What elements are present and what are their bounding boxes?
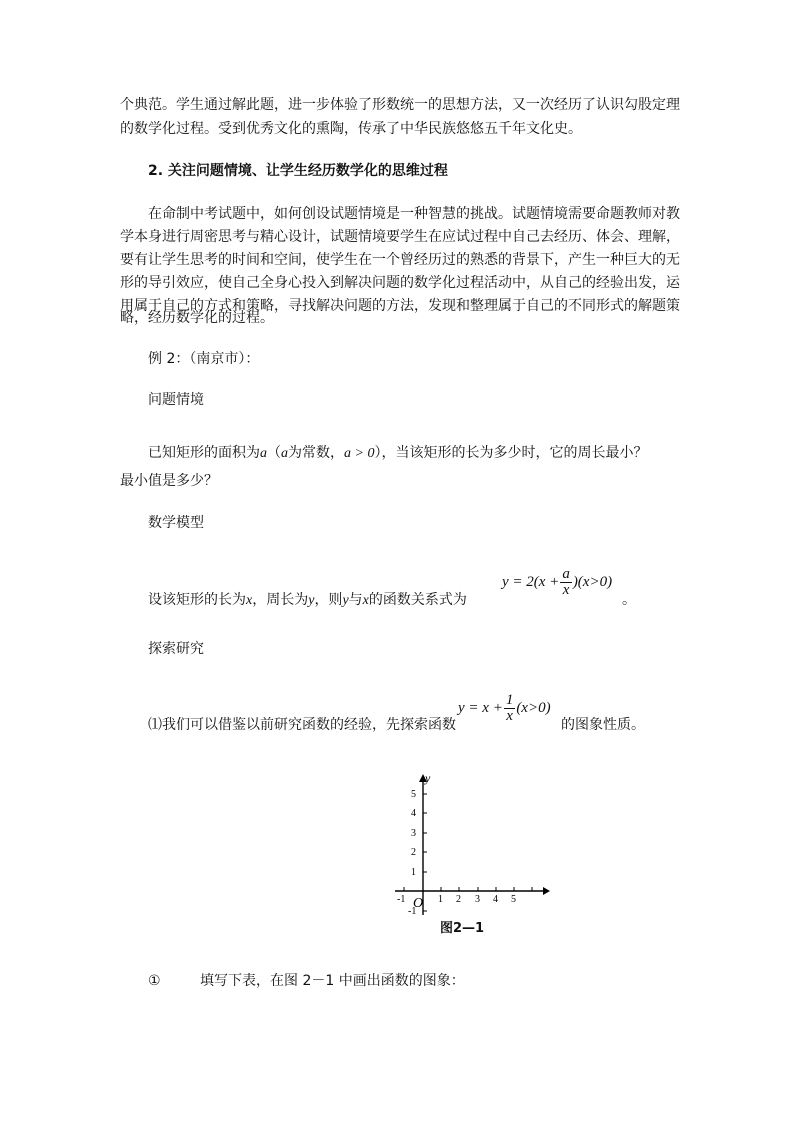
fraction-a-over-x (560, 567, 572, 598)
fraction-denominator: x (562, 582, 570, 598)
x-tick-label: 3 (475, 894, 480, 905)
var-y: y (308, 593, 315, 608)
y-tick-label: 4 (411, 808, 416, 819)
problem-text-3: 为常数， (288, 445, 344, 461)
model-text-1: 设该矩形的长为 (148, 592, 246, 608)
origin-label: O (413, 896, 424, 911)
problem-text-4: ），当该矩形的长为多少时，它的周长最小？ (374, 445, 648, 461)
explore-text-2: 的图象性质。 (561, 717, 645, 733)
explore-statement (148, 716, 456, 734)
model-text-3: ，则 (314, 592, 343, 608)
x-tick-label: 1 (438, 894, 443, 905)
step-1-marker: ① (148, 973, 161, 989)
section-problem-label: 问题情境 (148, 392, 204, 408)
problem-text-2: （ (267, 445, 281, 461)
x-tick-label: 5 (511, 894, 516, 905)
problem-line-2: 最小值是多少？ (120, 473, 218, 489)
fraction-numerator: 1 (505, 692, 514, 708)
x-tick-label: -1 (397, 894, 406, 905)
fraction-1-over-x (504, 693, 516, 724)
formula-left: y = x + (458, 699, 503, 716)
section-heading-2: 2. 关注问题情境、让学生经历数学化的思维过程 (148, 163, 448, 179)
paragraph-1-line-2: 的数学化过程。受到优秀文化的熏陶，传承了中华民族悠悠五千年文化史。 (120, 121, 582, 137)
var-x-2: x (362, 593, 369, 608)
coordinate-graph (390, 770, 560, 940)
y-tick-label: -1 (408, 906, 417, 917)
section-explore-label: 探索研究 (148, 641, 204, 657)
y-tick-label: 1 (411, 867, 416, 878)
paragraph-1-line-1: 个典范。学生通过解此题，进一步体验了形数统一的思想方法，又一次经历了认识勾股定理 (120, 97, 680, 113)
condition-a-positive: a > 0 (344, 446, 375, 461)
paragraph-2-line-4: 形的导引效应，使自己全身心投入到解决问题的数学化过程活动中，从自己的经验出发，运 (120, 275, 680, 291)
figure-caption: 图2—1 (440, 921, 485, 936)
var-a: a (260, 446, 267, 461)
var-y-2: y (342, 593, 349, 608)
perimeter-formula (502, 567, 612, 598)
paragraph-2-line-6: 略，经历数学化的过程。 (120, 310, 274, 326)
x-tick-label: 2 (456, 894, 461, 905)
var-x: x (246, 593, 253, 608)
formula-right: (x>0) (516, 699, 551, 716)
y-tick-label: 2 (411, 847, 416, 858)
y-axis-label: y (425, 771, 431, 785)
fraction-denominator: x (506, 708, 513, 724)
model-text-2: ，周长为 (252, 592, 309, 608)
example-label: 例 2：（南京市）： (148, 351, 260, 367)
explore-text-1: ⑴我们可以借鉴以前研究函数的经验，先探索函数 (148, 717, 456, 733)
model-text-4: 与 (348, 592, 363, 608)
formula-left: y = 2(x + (502, 573, 560, 590)
y-tick-label: 3 (411, 828, 416, 839)
fraction-numerator: a (562, 566, 570, 582)
paragraph-2-line-1: 在命制中考试题中，如何创设试题情境是一种智慧的挑战。试题情境需要命题教师对教 (148, 206, 680, 222)
paragraph-2-line-3: 要有让学生思考的时间和空间，使学生在一个曾经历过的熟悉的背景下，产生一种巨大的无 (120, 252, 680, 268)
paragraph-2-line-5: 用属于自己的方式和策略，寻找解决问题的方法，发现和整理属于自己的不同形式的解题策 (120, 298, 680, 314)
y-tick-label: 5 (411, 789, 416, 800)
problem-text-1: 已知矩形的面积为 (148, 445, 260, 461)
model-end-mark: 。 (622, 592, 636, 608)
paragraph-2-line-2: 学本身进行周密思考与精心设计，试题情境要学生在应试过程中自己去经历、体会、理解， (120, 229, 680, 245)
step-1-instruction: 填写下表，在图 2－1 中画出函数的图象： (200, 973, 465, 989)
model-statement (148, 591, 467, 610)
x-tick-label: 4 (493, 894, 498, 905)
section-model-label: 数学模型 (148, 515, 204, 531)
problem-statement (148, 444, 647, 463)
function-formula (458, 693, 551, 724)
model-text-5: 的函数关系式为 (368, 592, 467, 608)
formula-right: )(x>0) (572, 573, 613, 590)
var-a-2: a (281, 446, 288, 461)
x-axis-arrow-icon (543, 887, 550, 895)
